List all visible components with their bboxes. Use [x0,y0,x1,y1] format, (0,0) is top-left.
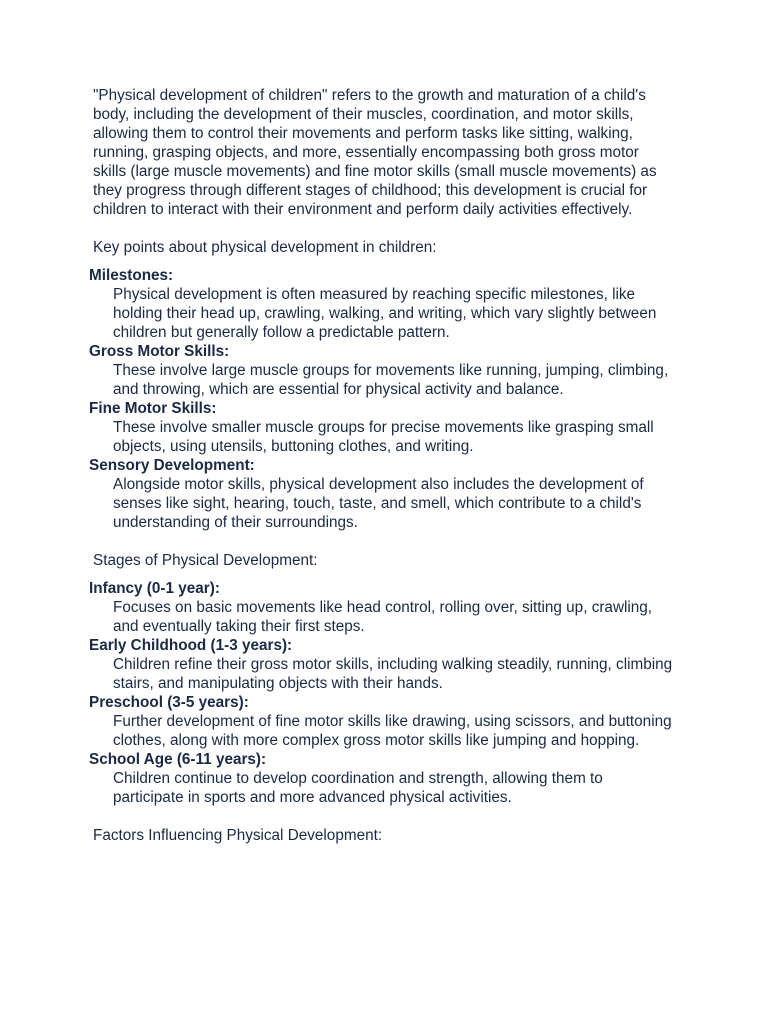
key-point-description: Alongside motor skills, physical development also includes the development of senses like sight, hearing, touch, taste, and smell, which contribute to a child's understanding of their surroundings. [113,476,644,531]
key-point-term: Milestones: [89,267,174,284]
key-points-heading: Key points about physical development in children: [93,239,437,256]
stage-item [89,693,679,750]
key-point-description: These involve large muscle groups for movements like running, jumping, climbing, and throwing, which are essential for physical activity and balance. [113,362,669,398]
stage-description: Further development of fine motor skills like drawing, using scissors, and buttoning clothes, along with more complex gross motor skills like jumping and hopping. [113,713,672,749]
key-point-item [89,342,679,399]
stage-item [89,636,679,693]
stages-list [89,579,679,807]
key-point-term: Gross Motor Skills: [89,343,230,360]
document-page [89,86,679,854]
stage-term: School Age (6-11 years): [89,751,267,768]
stage-description: Children refine their gross motor skills, including walking steadily, running, climbing stairs, and manipulating objects with their hands. [113,656,673,692]
key-point-description: Physical development is often measured by reaching specific milestones, like holding their head up, crawling, walking, and writing, which vary slightly between children but generally follow a predictable pattern. [113,286,657,341]
intro-paragraph: "Physical development of children" refers to the growth and maturation of a child's body, including the development of their muscles, coordination, and motor skills, allowing them to control their movements and perform tasks like sitting, walking, running, grasping objects, and more, essentially encompassing both gross motor skills (large muscle movements) and fine motor skills (small muscle movements) as they progress through different stages of childhood; this development is crucial for children to interact with their environment and perform daily activities effectively. [93,87,657,218]
stage-item [89,750,679,807]
stage-description: Focuses on basic movements like head control, rolling over, sitting up, crawling, and eventually taking their first steps. [113,599,653,635]
stage-term: Early Childhood (1-3 years): [89,637,293,654]
stages-heading: Stages of Physical Development: [93,552,318,569]
stage-item [89,579,679,636]
key-points-list [89,266,679,532]
key-point-item [89,266,679,342]
stage-term: Preschool (3-5 years): [89,694,249,711]
key-point-item [89,399,679,456]
key-point-description: These involve smaller muscle groups for precise movements like grasping small objects, using utensils, buttoning clothes, and writing. [113,419,654,455]
key-point-term: Fine Motor Skills: [89,400,217,417]
stage-term: Infancy (0-1 year): [89,580,220,597]
key-point-item [89,456,679,532]
factors-heading: Factors Influencing Physical Development: [93,827,383,844]
stage-description: Children continue to develop coordination and strength, allowing them to participate in sports and more advanced physical activities. [113,770,603,806]
key-point-term: Sensory Development: [89,457,255,474]
